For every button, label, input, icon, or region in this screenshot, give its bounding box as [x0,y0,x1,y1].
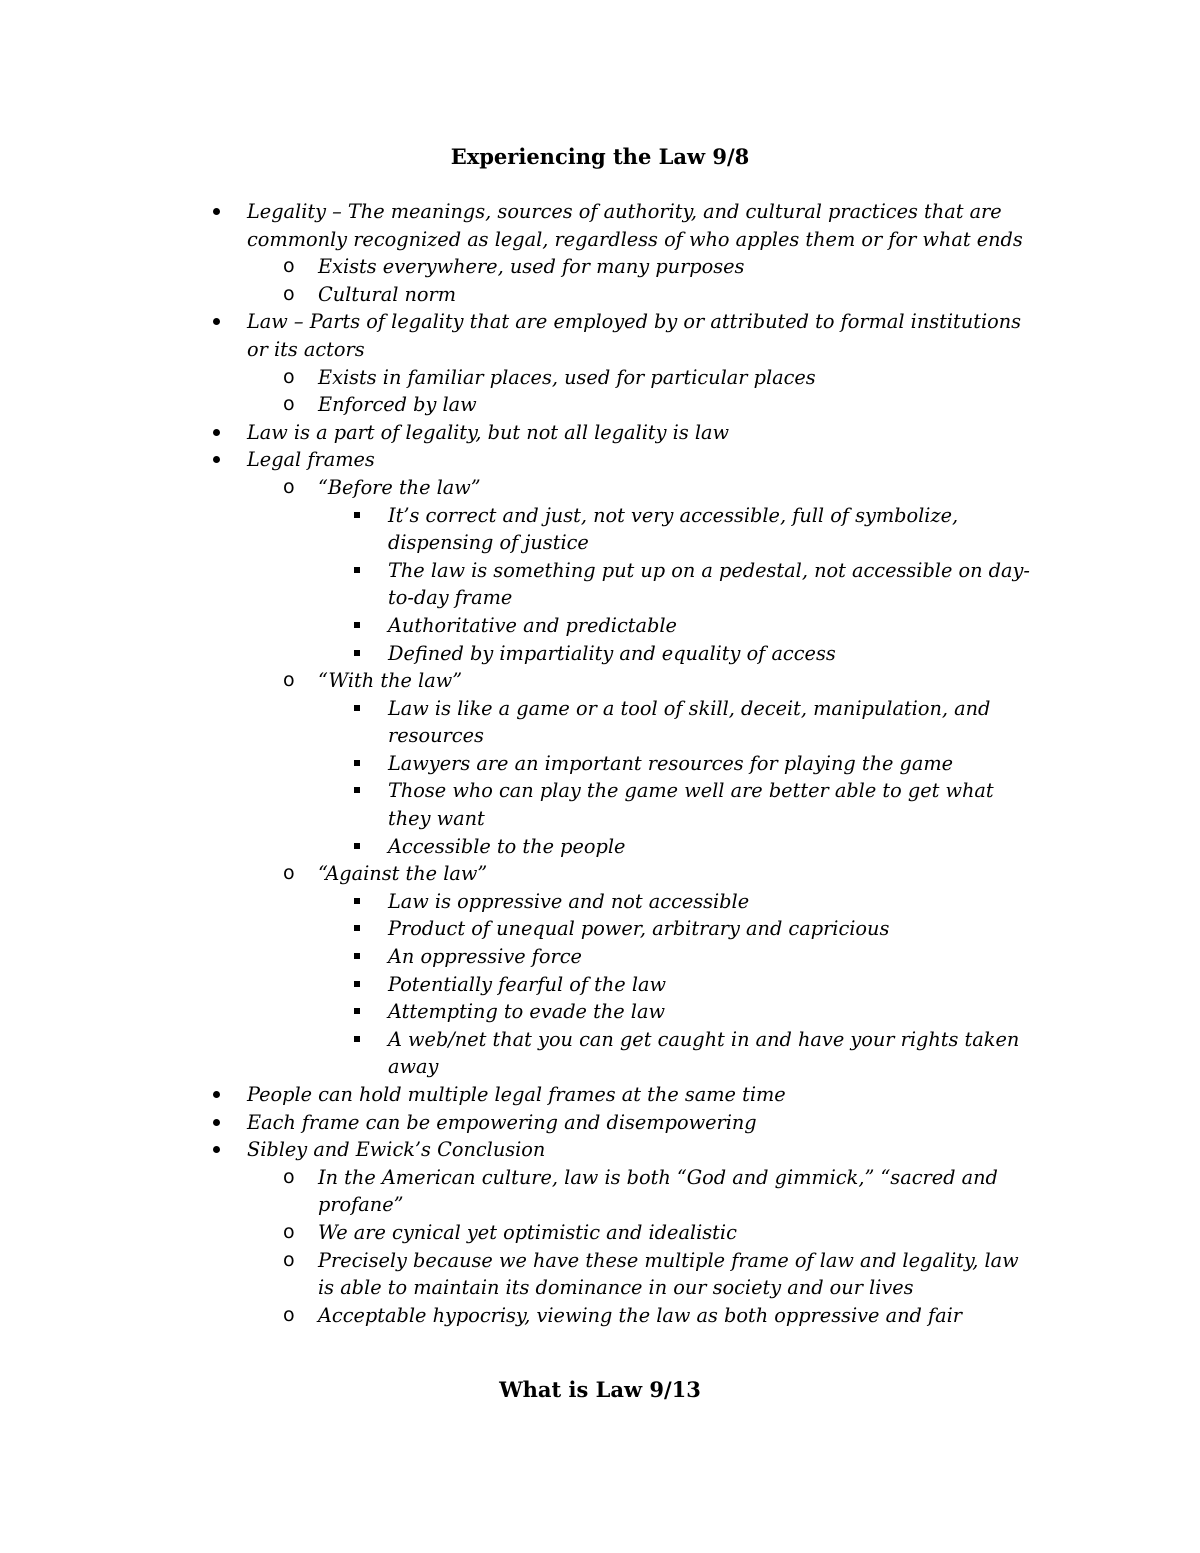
outline-item-text: Exists in familiar places, used for particular places [318,365,816,389]
bullet-dot-icon [213,208,220,215]
outline-item-text: dispensing of justice [388,531,589,555]
outline-item-text: Lawyers are an important resources for playing the game [388,751,954,775]
bullet-circle-icon: o [283,862,295,885]
outline-item-level-1 [0,446,1200,474]
outline-item-level-1 [0,1081,1200,1109]
outline-item-text: resources [388,724,484,748]
bullet-square-icon [354,567,360,573]
bullet-square-icon [354,1036,360,1042]
outline-item-level-1 [0,419,1200,447]
outline-item-text: The law is something put up on a pedestal, not accessible on day- [388,558,1030,582]
section-title-what-is-law: What is Law 9/13 [499,1377,701,1402]
outline-item-level-2 [0,1219,1200,1247]
bullet-circle-icon: o [283,1220,295,1243]
bullet-circle-icon: o [283,365,295,388]
bullet-circle-icon: o [283,1248,295,1271]
outline-item-text: Acceptable hypocrisy, viewing the law as both oppressive and fair [318,1303,963,1327]
bullet-square-icon [354,1008,360,1014]
bullet-square-icon [354,981,360,987]
outline-item-text: Each frame can be empowering and disempowering [247,1110,757,1134]
bullet-square-icon [354,760,360,766]
outline-item-text: Potentially fearful of the law [388,972,666,996]
outline-item-text: “With the law” [318,669,463,693]
outline-item-level-2 [0,1247,1200,1302]
outline-item-level-2 [0,474,1200,502]
outline-item-text: Precisely because we have these multiple frame of law and legality, law [318,1248,1019,1272]
bullet-circle-icon: o [283,1165,295,1188]
bullet-square-icon [354,953,360,959]
bullet-dot-icon [213,1146,220,1153]
outline-item-text: A web/net that you can get caught in and have your rights taken [388,1027,1020,1051]
outline-item-text: away [388,1055,439,1079]
outline-item-level-3 [0,888,1200,916]
bullet-square-icon [354,898,360,904]
bullet-square-icon [354,925,360,931]
outline-item-text: We are cynical yet optimistic and idealistic [318,1220,737,1244]
outline-item-text: Law is a part of legality, but not all legality is law [247,420,730,444]
outline-item-text: profane” [318,1193,404,1217]
outline-item-text: Legal frames [247,448,375,472]
outline-item-text: Law is oppressive and not accessible [388,889,750,913]
outline-item-text: they want [388,807,485,831]
outline-item-text: commonly recognized as legal, regardless of who apples them or for what ends [247,227,1023,251]
outline-item-level-1 [0,308,1200,363]
outline-item-text: Sibley and Ewick’s Conclusion [247,1138,546,1162]
outline-item-text: Accessible to the people [388,834,626,858]
outline-item-level-3 [0,695,1200,750]
outline-item-text: It’s correct and just, not very accessible, full of symbolize, [388,503,959,527]
bullet-square-icon [354,650,360,656]
bullet-dot-icon [213,1119,220,1126]
outline-item-level-1 [0,1109,1200,1137]
bullet-circle-icon: o [283,393,295,416]
outline-item-level-3 [0,502,1200,557]
bullet-dot-icon [213,1091,220,1098]
outline-item-text: Cultural norm [318,282,457,306]
outline-item-text: People can hold multiple legal frames at the same time [247,1083,786,1106]
bullet-circle-icon: o [283,1303,295,1326]
outline-item-level-3 [0,1026,1200,1081]
outline-item-level-3 [0,612,1200,640]
outline-item-level-2 [0,391,1200,419]
outline-item-text: to-day frame [388,586,513,610]
bullet-dot-icon [213,456,220,463]
outline-item-level-3 [0,943,1200,971]
outline-item-text: Those who can play the game well are better able to get what [388,779,994,803]
bullet-square-icon [354,622,360,628]
outline-item-level-3 [0,915,1200,943]
outline-item-text: Legality – The meanings, sources of authority, and cultural practices that are [247,200,1002,223]
notes-outline [0,198,1200,1329]
outline-item-text: Attempting to evade the law [388,1000,665,1024]
outline-item-text: or its actors [247,337,365,361]
outline-item-text: In the American culture, law is both “God and gimmick,” “sacred and [318,1165,998,1189]
outline-item-level-2 [0,1164,1200,1219]
bullet-circle-icon: o [283,282,295,305]
bullet-circle-icon: o [283,669,295,692]
outline-item-text: Law – Parts of legality that are employed by or attributed to formal institutions [247,310,1022,334]
bullet-circle-icon: o [283,475,295,498]
outline-item-level-3 [0,971,1200,999]
outline-item-level-3 [0,640,1200,668]
outline-item-text: Authoritative and predictable [388,613,677,637]
outline-item-level-2 [0,1302,1200,1330]
outline-item-level-3 [0,777,1200,832]
bullet-dot-icon [213,318,220,325]
outline-item-text: is able to maintain its dominance in our society and our lives [318,1276,914,1300]
outline-item-level-2 [0,253,1200,281]
outline-item-level-2 [0,281,1200,309]
outline-item-level-3 [0,750,1200,778]
outline-item-level-1 [0,198,1200,253]
bullet-square-icon [354,787,360,793]
bullet-square-icon [354,512,360,518]
outline-item-text: Law is like a game or a tool of skill, deceit, manipulation, and [388,696,991,720]
bullet-dot-icon [213,429,220,436]
outline-item-text: Defined by impartiality and equality of access [388,641,836,665]
outline-item-level-1 [0,1136,1200,1164]
outline-item-text: Enforced by law [318,393,477,417]
bullet-square-icon [354,843,360,849]
outline-item-text: Exists everywhere, used for many purposes [318,255,745,279]
outline-item-text: Product of unequal power, arbitrary and capricious [388,917,890,941]
bullet-square-icon [354,705,360,711]
outline-item-level-2 [0,667,1200,695]
outline-item-level-3 [0,998,1200,1026]
outline-item-level-3 [0,833,1200,861]
outline-item-level-3 [0,557,1200,612]
outline-item-text: An oppressive force [388,945,582,969]
bullet-circle-icon: o [283,255,295,278]
section-title-experiencing-the-law: Experiencing the Law 9/8 [450,144,750,169]
outline-item-text: “Against the law” [318,862,488,886]
outline-item-level-2 [0,364,1200,392]
outline-item-level-2 [0,860,1200,888]
outline-item-text: “Before the law” [318,475,481,499]
